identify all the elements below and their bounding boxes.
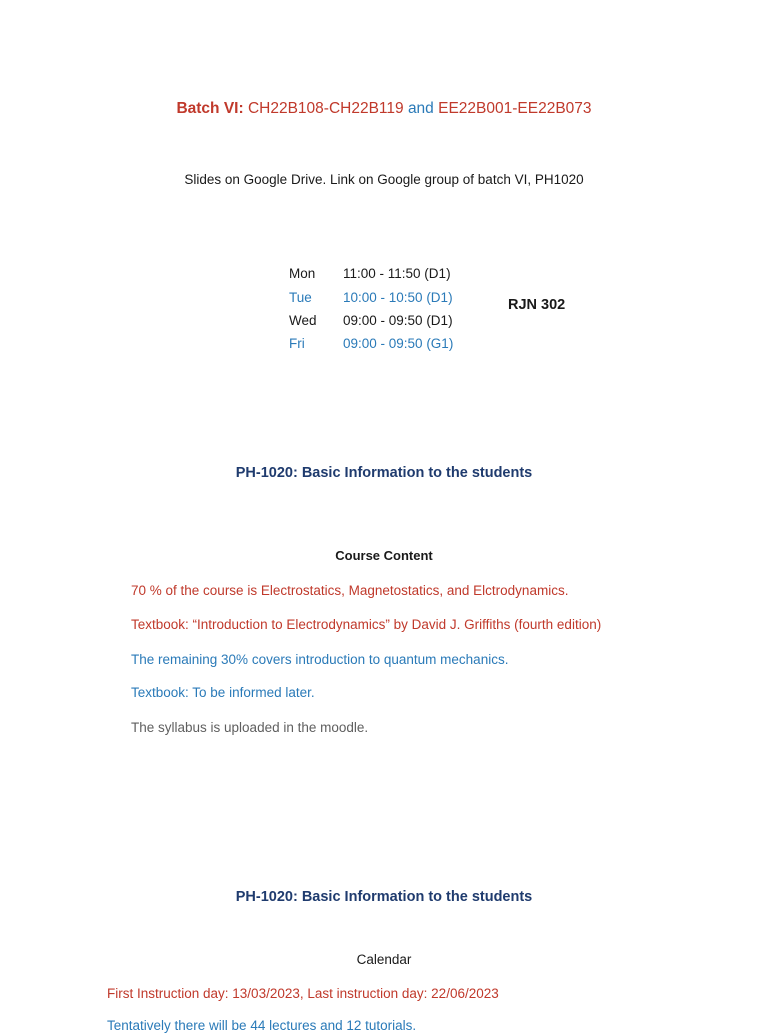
course-bullet-syllabus: The syllabus is uploaded in the moodle. [131,720,369,735]
course-bullet-electrostatics: 70 % of the course is Electrostatics, Magnetostatics, and Elctrodynamics. [131,583,569,598]
schedule-time-wed: 09:00 - 09:50 (D1) [343,313,453,328]
batch-label: Batch VI: [176,100,244,117]
calendar-lecture-count: Tentatively there will be 44 lectures and 12 tutorials. [107,1018,417,1033]
batch-joiner: and [407,100,434,117]
batch-line [0,100,768,118]
schedule-time-tue: 10:00 - 10:50 (D1) [343,290,453,305]
course-bullet-textbook-later: Textbook: To be informed later. [131,685,315,700]
schedule-day-fri: Fri [289,336,305,351]
schedule-day-mon: Mon [289,266,316,281]
room-label: RJN 302 [508,297,566,313]
slides-note: Slides on Google Drive. Link on Google group of batch VI, PH1020 [184,172,584,187]
course-content-heading: Course Content [335,548,433,563]
schedule-day-wed: Wed [289,313,317,328]
course-bullet-textbook-griffiths: Textbook: “Introduction to Electrodynamics” by David J. Griffiths (fourth edition) [131,617,602,632]
course-bullet-quantum: The remaining 30% covers introduction to quantum mechanics. [131,652,509,667]
calendar-heading: Calendar [356,952,412,967]
section2-title: PH-1020: Basic Information to the students [235,889,533,905]
batch-range-ch: CH22B108-CH22B119 [247,100,404,117]
section1-title: PH-1020: Basic Information to the students [235,465,533,481]
batch-range-ee: EE22B001-EE22B073 [438,100,592,117]
schedule-time-mon: 11:00 - 11:50 (D1) [343,266,451,281]
schedule-day-tue: Tue [289,290,312,305]
schedule-time-fri: 09:00 - 09:50 (G1) [343,336,454,351]
calendar-instruction-days: First Instruction day: 13/03/2023, Last instruction day: 22/06/2023 [107,986,499,1001]
